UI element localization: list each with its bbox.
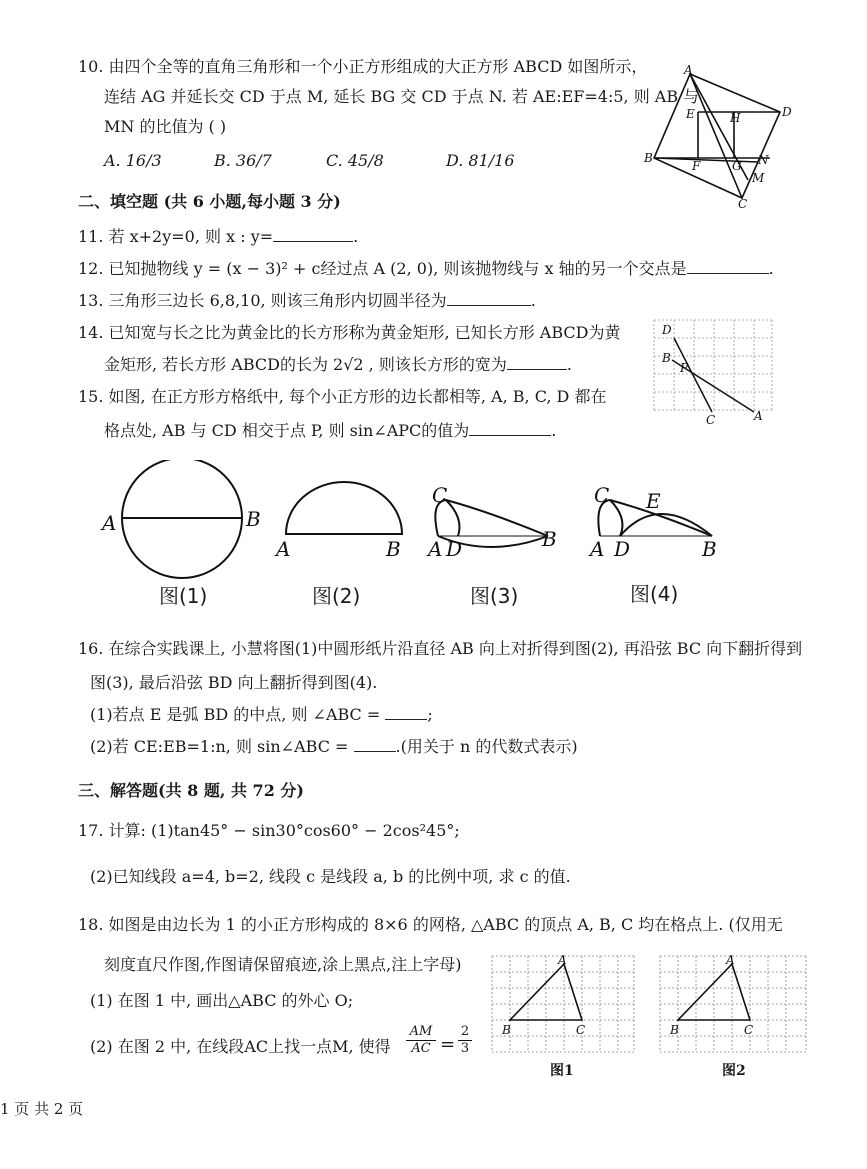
q10-option-a: A. 16/3 (104, 151, 162, 170)
fig15-label-a: A (754, 409, 763, 423)
q16-sub1-text: (1)若点 E 是弧 BD 的中点, 则 ∠ABC = (90, 705, 381, 724)
fig15-label-c: C (706, 413, 716, 427)
q18-fraction-2-3 (458, 1024, 472, 1057)
fig16-4 (588, 484, 728, 560)
q18-frac-den2: 3 (458, 1040, 472, 1057)
grid2-label-b: B (670, 1023, 679, 1037)
q10-line2: 连结 AG 并延长交 CD 于点 M, 延长 BG 交 CD 于点 N. 若 AE:EF=4:5, 则 AB 与 (104, 87, 700, 106)
fig10-label-f: F (692, 159, 701, 173)
fig16-4-label-e: E (646, 489, 661, 513)
fig10-label-b: B (644, 151, 653, 165)
fig16-4-label-a: A (590, 537, 605, 560)
q15-line2-text: 格点处, AB 与 CD 相交于点 P, 则 sin∠APC的值为 (104, 421, 470, 440)
fig16-3-label-a: A (428, 537, 443, 560)
q18-equals: = (440, 1034, 456, 1055)
fig16-caption-1: 图(1) (159, 584, 208, 608)
q14-blank[interactable] (507, 355, 567, 370)
q12-text: 12. 已知抛物线 y = (x − 3)² + c经过点 A (2, 0), 则该抛物线与 x 轴的另一个交点是 (78, 259, 687, 278)
q18-frac-num2: 2 (460, 1024, 470, 1039)
fig16-4-label-b: B (702, 537, 717, 560)
q16-line2: 图(3), 最后沿弦 BD 向上翻折得到图(4). (90, 673, 378, 692)
fig16-2-label-a: A (276, 537, 291, 560)
fig10-label-d: D (782, 105, 792, 119)
q10-figure (640, 62, 810, 210)
fig16-1-label-a: A (102, 511, 117, 535)
fig16-3-label-c: C (432, 484, 448, 507)
fig16-3-label-d: D (446, 537, 463, 560)
fig10-label-m: M (752, 171, 765, 185)
fig10-label-n: N (758, 153, 769, 167)
q11-text: 11. 若 x+2y=0, 则 x : y= (78, 227, 274, 246)
fig10-label-g: G (732, 159, 742, 173)
q14-line2-text: 金矩形, 若长方形 ABCD的长为 2√2 , 则该长方形的宽为 (104, 355, 507, 374)
q10-option-b: B. 36/7 (214, 151, 272, 170)
grid1-label-a: A (558, 953, 567, 967)
q18-sub2-text: (2) 在图 2 中, 在线段AC上找一点M, 使得 (90, 1037, 391, 1056)
fig16-4-label-d: D (614, 537, 631, 560)
q13-blank[interactable] (447, 291, 531, 306)
q18-sub1: (1) 在图 1 中, 画出△ABC 的外心 O; (90, 991, 354, 1010)
q17-line2: (2)已知线段 a=4, b=2, 线段 c 是线段 a, b 的比例中项, 求 c 的值. (90, 867, 571, 886)
q15-blank[interactable] (469, 421, 551, 436)
q15-line2: 格点处, AB 与 CD 相交于点 P, 则 sin∠APC的值为 . (104, 421, 557, 440)
grid1-label-b: B (502, 1023, 511, 1037)
q18-line1: 18. 如图是由边长为 1 的小正方形构成的 8×6 的网格, △ABC 的顶点 A, B, C 均在格点上. (仅用无 (78, 915, 783, 934)
q16-sub2 (90, 736, 578, 758)
fig15-label-p: P (680, 361, 689, 375)
q11-blank[interactable] (273, 227, 353, 242)
fig16-1-label-b: B (246, 507, 261, 531)
fig10-label-a: A (684, 63, 693, 77)
q13: 13. 三角形三边长 6,8,10, 则该三角形内切圆半径为 . (78, 291, 536, 310)
q18-frac-num: AM (409, 1024, 433, 1039)
q10-line1: 10. 由四个全等的直角三角形和一个小正方形组成的大正方形 ABCD 如图所示， (78, 57, 648, 76)
q18-caption-1: 图1 (550, 1063, 574, 1079)
q18-line2: 刻度直尺作图,作图请保留痕迹,涂上黑点,注上字母) (104, 955, 462, 974)
fig16-2-label-b: B (386, 537, 401, 560)
q14-line1: 14. 已知宽与长之比为黄金比的长方形称为黄金矩形, 已知长方形 ABCD为黄 (78, 323, 621, 342)
q12: 12. 已知抛物线 y = (x − 3)² + c经过点 A (2, 0), 则该抛物线与 x 轴的另一个交点是 . (78, 259, 774, 278)
q16-sub2-blank[interactable] (354, 737, 396, 752)
q10-option-c: C. 45/8 (326, 151, 384, 170)
q18-frac-den: AC (406, 1040, 436, 1057)
section3-heading: 三、解答题(共 8 题, 共 72 分) (78, 781, 304, 800)
page-footer: 1 页 共 2 页 (0, 1100, 84, 1118)
q12-blank[interactable] (687, 259, 769, 274)
fig10-label-c: C (738, 197, 748, 210)
fig16-caption-4: 图(4) (630, 582, 679, 606)
q17-line1: 17. 计算: (1)tan45° − sin30°cos60° − 2cos²45°; (78, 821, 460, 840)
q16-sub1-blank[interactable] (385, 705, 427, 720)
q18-sub2 (90, 1036, 391, 1058)
fig16-3 (424, 484, 564, 560)
fig15-label-b: B (662, 351, 671, 365)
fig16-caption-3: 图(3) (470, 584, 519, 608)
q16-line1: 16. 在综合实践课上, 小慧将图(1)中圆形纸片沿直径 AB 向上对折得到图(2), 再沿弦 BC 向下翻折得到 (78, 639, 803, 658)
fig10-label-e: E (686, 107, 695, 121)
q14-line2: 金矩形, 若长方形 ABCD的长为 2√2 , 则该长方形的宽为 . (104, 355, 572, 374)
q15-line1: 15. 如图, 在正方形方格纸中, 每个小正方形的边长都相等, A, B, C, D 都在 (78, 387, 607, 406)
fig15-label-d: D (662, 323, 672, 337)
q16-sub2-text: (2)若 CE:EB=1:n, 则 sin∠ABC = (90, 737, 349, 756)
q18-grid-1 (488, 952, 638, 1058)
q15-grid-figure (650, 316, 776, 428)
q18-caption-2: 图2 (722, 1063, 746, 1079)
fig16-2 (274, 476, 414, 560)
q10-line3: MN 的比值为 ( ) (104, 117, 227, 136)
q16-sub1: (1)若点 E 是弧 BD 的中点, 则 ∠ABC = ; (90, 705, 433, 724)
fig16-3-label-b: B (542, 527, 557, 551)
q10-option-d: D. 81/16 (446, 151, 515, 170)
grid1-label-c: C (576, 1023, 586, 1037)
fig16-caption-2: 图(2) (312, 584, 361, 608)
q18-fraction-am-ac (406, 1024, 436, 1057)
fig10-label-h: H (730, 111, 741, 125)
q16-sub2-tail: .(用关于 n 的代数式表示) (395, 737, 578, 756)
fig16-4-label-c: C (594, 484, 610, 507)
fig16-1 (96, 460, 266, 580)
q11: 11. 若 x+2y=0, 则 x : y= . (78, 227, 359, 246)
section2-heading: 二、填空题 (共 6 小题,每小题 3 分) (78, 192, 341, 211)
q13-text: 13. 三角形三边长 6,8,10, 则该三角形内切圆半径为 (78, 291, 447, 310)
grid2-label-c: C (744, 1023, 754, 1037)
q18-grid-2 (656, 952, 810, 1058)
grid2-label-a: A (726, 953, 735, 967)
